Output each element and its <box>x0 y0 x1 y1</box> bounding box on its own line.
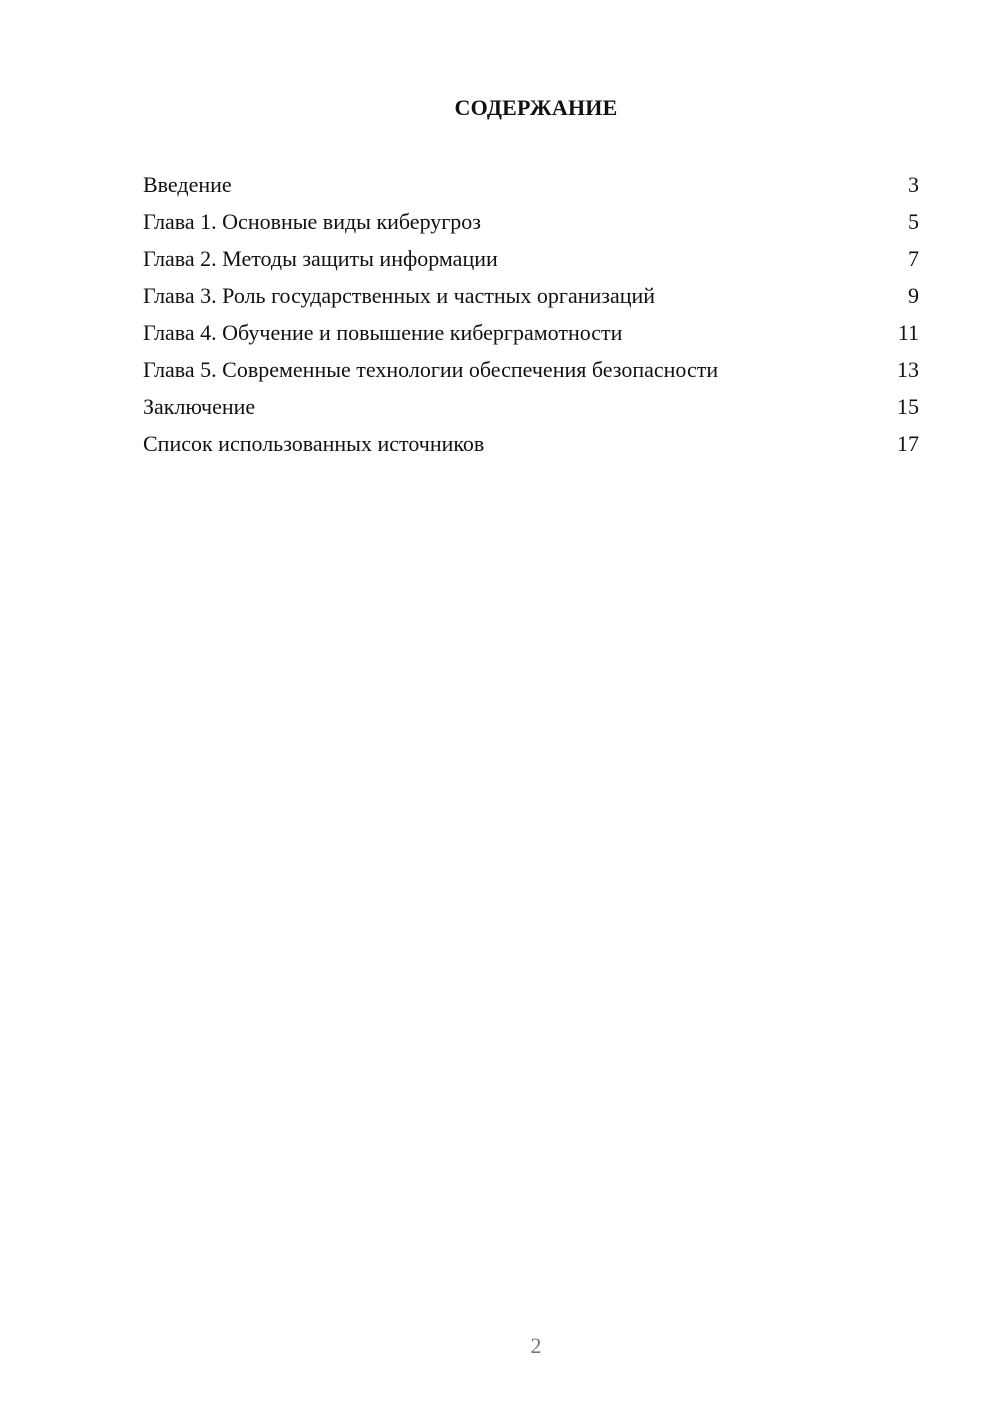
toc-item-label: Глава 4. Обучение и повышение киберграмотности <box>143 320 623 345</box>
toc-item-label: Глава 5. Современные технологии обеспечения безопасности <box>143 357 719 382</box>
toc-item-page: 17 <box>897 431 919 456</box>
toc-item-chapter-5 <box>143 353 919 390</box>
toc-item-chapter-1 <box>143 205 919 242</box>
toc-item-introduction <box>143 168 919 205</box>
toc-item-label: Введение <box>143 172 232 197</box>
toc-item-references <box>143 427 919 464</box>
toc-item-label: Список использованных источников <box>143 431 485 456</box>
toc-item-label: Глава 2. Методы защиты информации <box>143 246 498 271</box>
toc-item-page: 5 <box>908 209 919 234</box>
toc-item-page: 7 <box>908 246 919 271</box>
toc-item-chapter-4 <box>143 316 919 353</box>
toc-item-page: 11 <box>897 320 919 345</box>
toc-item-label: Заключение <box>143 394 256 419</box>
toc-item-label: Глава 1. Основные виды киберугроз <box>143 209 481 234</box>
page-title: СОДЕРЖАНИЕ <box>454 95 618 120</box>
toc-item-page: 9 <box>908 283 919 308</box>
toc-item-page: 15 <box>897 394 919 419</box>
toc-item-page: 3 <box>908 172 919 197</box>
toc-item-conclusion <box>143 390 919 427</box>
toc-item-page: 13 <box>897 357 919 382</box>
toc-item-chapter-2 <box>143 242 919 279</box>
toc-item-chapter-3 <box>143 279 919 316</box>
table-of-contents <box>143 168 919 464</box>
page-number: 2 <box>530 1333 542 1358</box>
toc-item-label: Глава 3. Роль государственных и частных организаций <box>143 283 656 308</box>
